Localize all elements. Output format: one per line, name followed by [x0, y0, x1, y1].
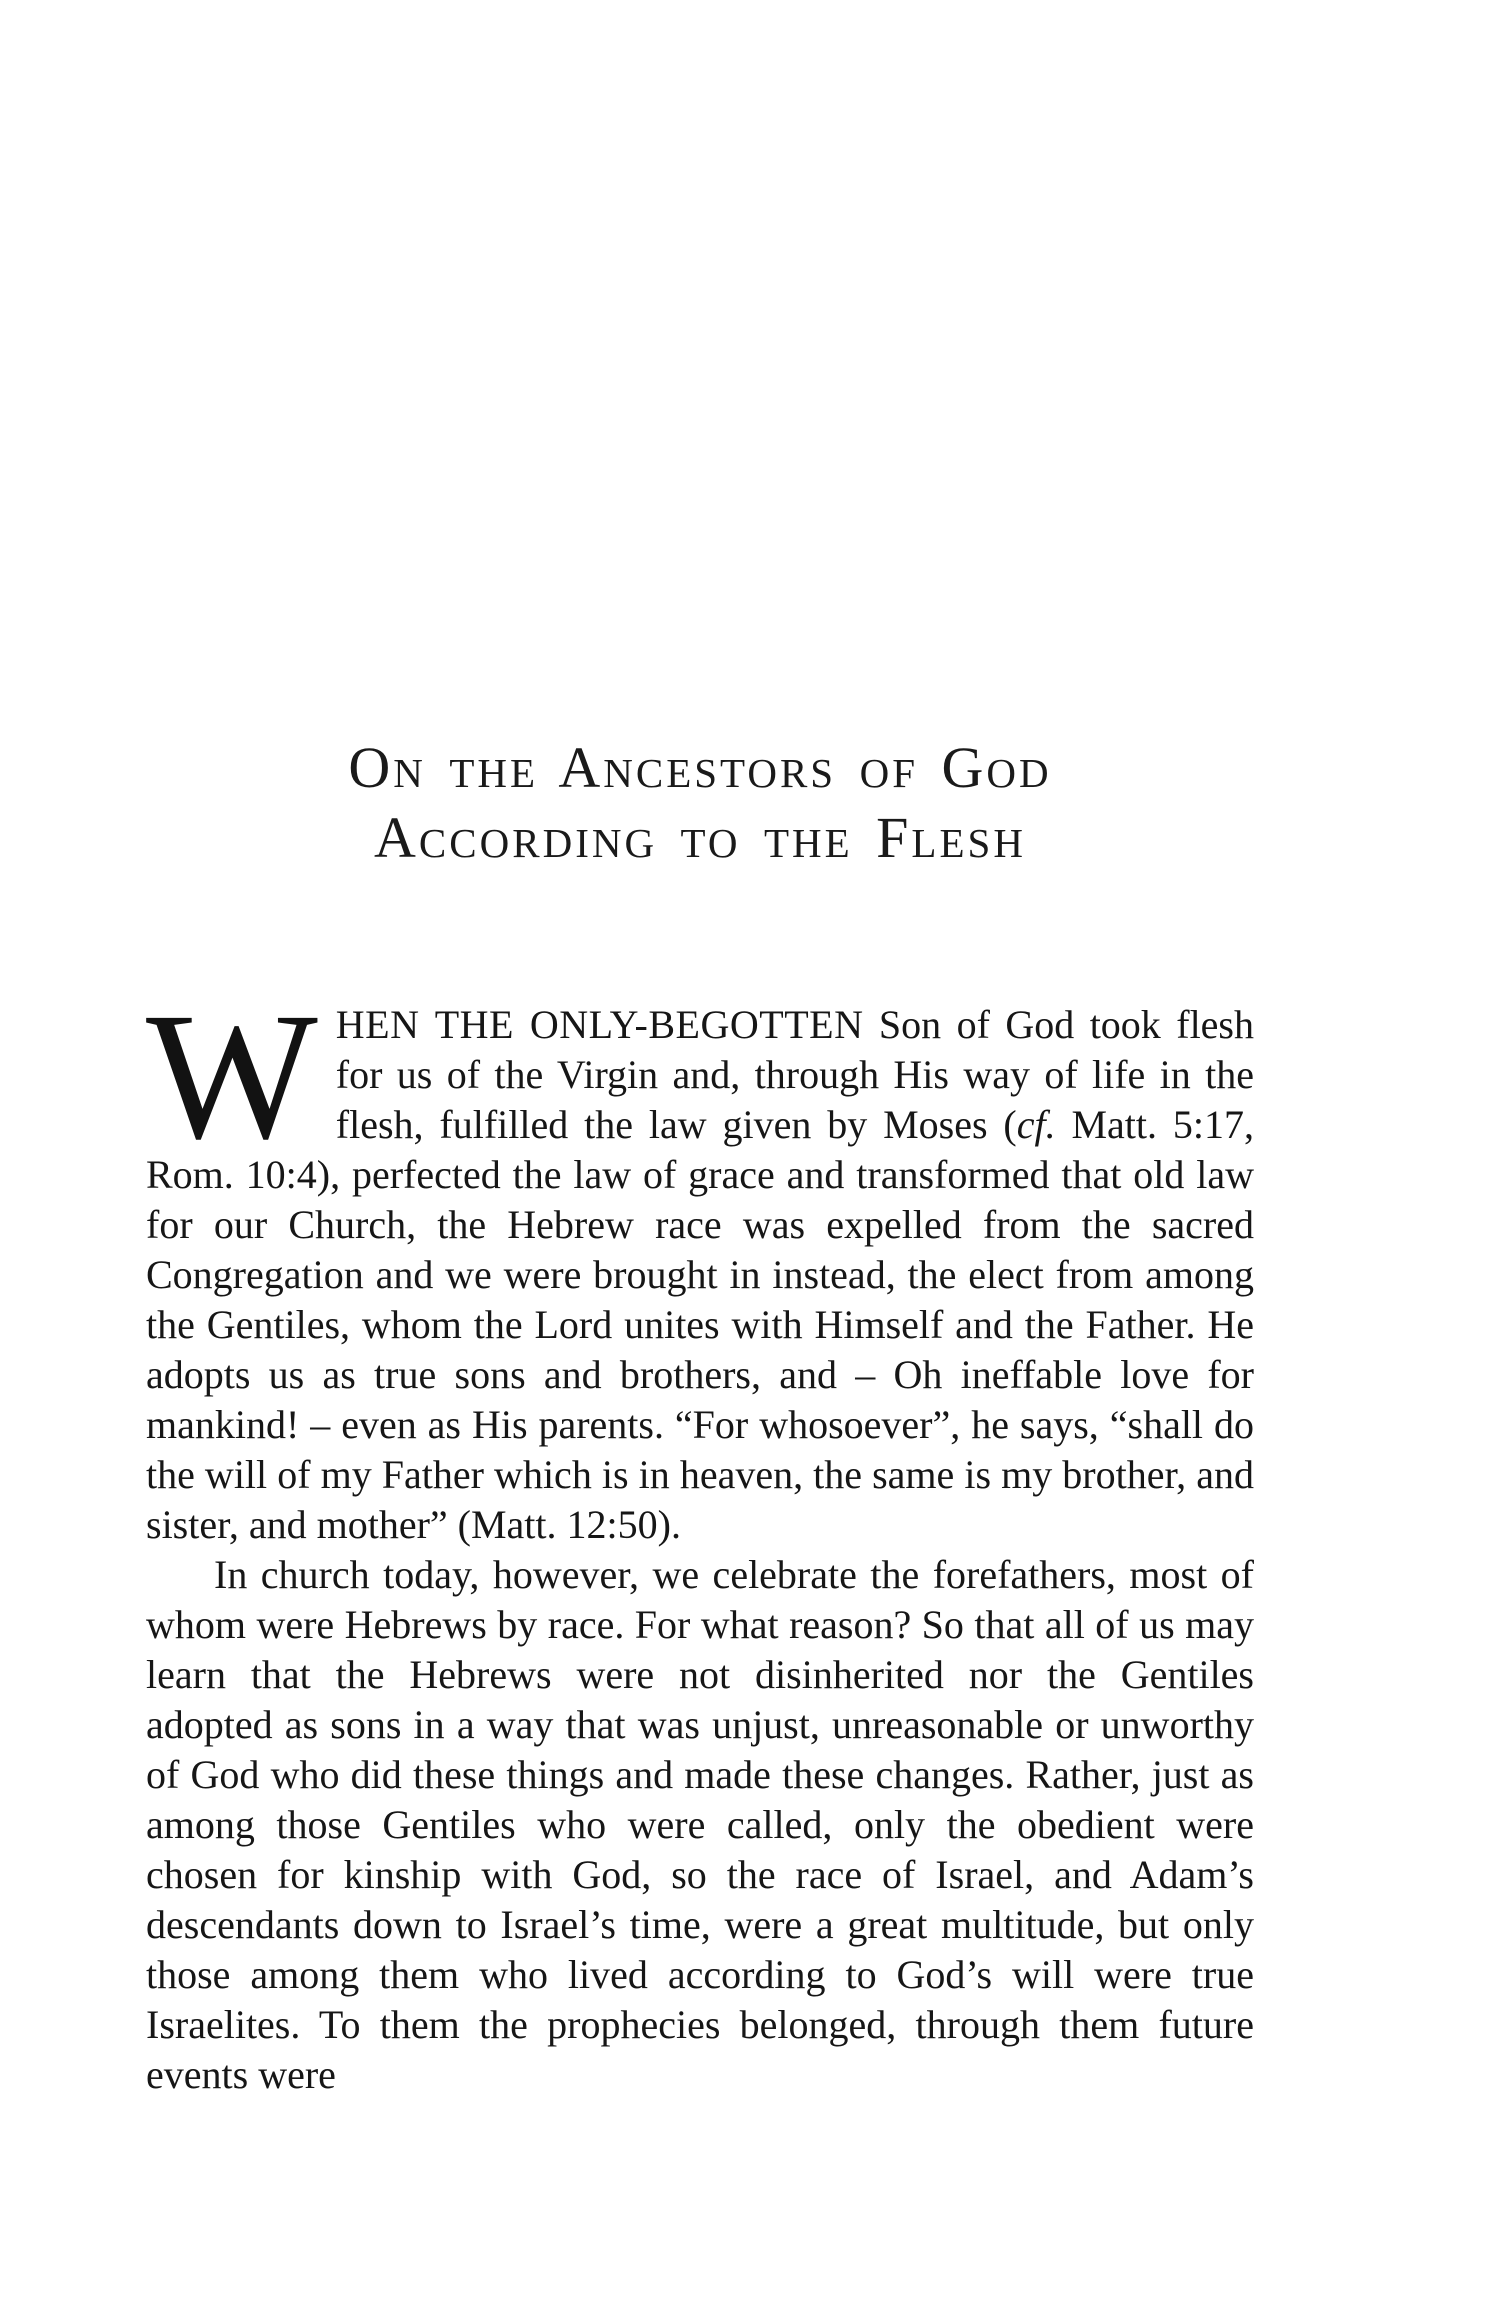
paragraph-2: In church today, however, we celebrate the forefathers, most of whom were Hebrews by race. For what reason? So that all of us may learn that the Hebrews were not disinherited nor the Gentiles adopted as sons in a way that was unjust, unreasonable or unworthy of God who did these things and made these changes. Rather, just as among those Gentiles who were called, only the obedient were chosen for kinship with God, so the race of Israel, and Adam’s descendants down to Israel’s time, were a great multitude, but only those among them who lived according to God’s will were true Israelites. To them the prophecies belonged, through them future events were [146, 1552, 1254, 2097]
chapter-title-line-1: On the Ancestors of God [348, 735, 1052, 800]
chapter-body [146, 976, 1254, 2100]
chapter-title-line-2: According to the Flesh [374, 805, 1026, 870]
opening-caps: HEN THE ONLY-BEGOTTEN [335, 1002, 864, 1047]
cf-abbreviation: cf. [1016, 1102, 1056, 1147]
paragraph-1 [146, 976, 1254, 1550]
dropcap-letter: W [146, 976, 318, 1177]
paragraph-1-text-b: Matt. 5:17, Rom. 10:4), perfected the law of grace and transformed that old law for our Church, the Hebrew race was expelled from the sacred Congregation and we were brought in instead, the elect from among the Gentiles, whom the Lord unites with Himself and the Father. He adopts us as true sons and brothers, and – Oh ineffable love for mankind! – even as His parents. “For whosoever”, he says, “shall do the will of my Father which is in heaven, the same is my brother, and sister, and mother” (Matt. 12:50). [146, 1102, 1254, 1547]
chapter-title [146, 733, 1254, 873]
paragraph-1-text-a: Son of God took flesh for us of the Virgin and, through His way of life in the flesh, fulfilled the law given by Moses ( [335, 1002, 1254, 1147]
